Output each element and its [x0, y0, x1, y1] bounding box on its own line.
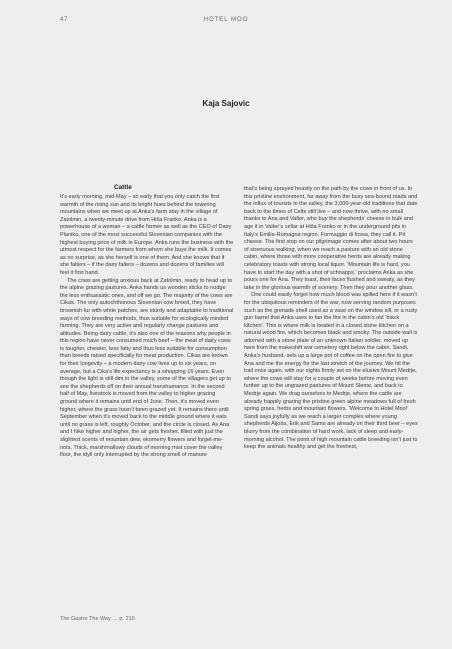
- paragraph: It’s early morning, mid-May – so early that you only catch the first warmth of the rising sun and its bright hues behind the towering mountains when we meet up at Anka’s farm stay in the village of Zatolmin, a twenty-minute drive from Hiša Franko. Anka is a powerhouse of a woman – a cattle farmer as well as the CEO of Dairy Planika, one of the most successful Slovenian companies with the highest buying price of milk in Europe. Anka runs the business with the utmost respect for the farmers from whom she buys the milk. It comes as no surprise, as she herself is one of them. And she knows that if she falters – if the dairy falters – dozens and dozens of families will feel it first hand.: [60, 194, 234, 276]
- paragraph: The cows are getting anxious back at Zatolmin, ready to head up to the alpine grazing pastures. Anka hands us wooden sticks to nudge the less enthusiastic ones, and off we go. The majority of the cows are Cikas. The only autochthonous Slovenian cow breed, they have brownish fur with white patches, are sturdy and adaptable to traditional ways of cow breeding methods, thus suitable for ecologically minded farming. They are very active and regularly change pastures and altitudes. Being dairy cattle, it’s also one of the reasons why people in this region have never consumed much beef – the meat of dairy cows is tougher, chewier, less fatty and thus less suitable for consumption than breeds raised specifically for meat production. Cikas are known for their longevity – a modern dairy cow lives up to six years, on average, but a Cika’s life expectancy is a whopping 16 years. Even though the light is still dim in the valley, some of the villagers get up to see the shepherds off on their annual transhumance. In the second half of May, livestock is moved from the valley to higher grazing ground where it remains until end of June. Then, it’s moved even higher, where the grass hasn’t been grazed yet. It remains there until September when it’s moved back to the middle ground where it eats until no grass is left, roughly October, and the circle is closed. As Ana and I hike higher and higher, the air gets fresher, filled with just the slightest scents of mountain dew, ekomerry flowers and forget-me-nots. Thick, marshmallowy clouds of morning mist cover the valley floor, the idyll only interrupted by the strong smell of manure: [60, 277, 234, 459]
- paragraph: One could easily forget how much blood was spilled here if it wasn’t for the ubiquitous reminders of the war, now serving random purposes such as the grenade shell used as a vase on the window sill, or a rusty gun barrel that Anka uses to fan the fire in the cabin’s old ‘black kitchen’. This is where milk is heated in a closed stone kitchen on a natural wood fire, which becomes black and smoky. The outside wall is adorned with a stone plate of an unknown Italian soldier, moved up here from the makeshift war cemetery right below the cabin. Sandi, Anka’s husband, sets up a large pot of coffee on the open fire to give Ana and me the energy for the last stretch of the journey. We hit the trail once again, with our sights firmly set on the elusive Mount Medrje, where the cows will stay for a couple of weeks before moving even further up to the ungrazed pastures of Mount Sleme, and back to Medrje again. We drag ourselves to Medrje, where the cattle are already happily grazing the pristine green alpine meadows full of fresh spring grass, herbs and mountain flowers. ‘Welcome to Hotel Moo!’ Sandi says joyfully as we reach a larger complex where young shepherds Aljoša, Erik and Samo are already on their third beer – eyes blurry from the combination of hard work, lack of sleep and early-morning alcohol. The point of high mountain cattle breeding isn’t just to keep the animals healthy and get the freshest,: [244, 292, 418, 451]
- footer-note: The Gastro The Way → p. 210: [60, 616, 135, 622]
- page-number: 47: [60, 17, 69, 23]
- magazine-header: HOTEL MOO: [203, 17, 249, 23]
- right-column: [244, 186, 418, 452]
- section-title: Cattle: [114, 184, 132, 191]
- paragraph: that’s being sprayed heavily on the path by the cows in front of us. In this pristine environment, far away from the busy sea-bound roads and the influx of tourists in the valley, the 3,000-year-old traditions that date back to the times of Celts still live – and now thrive, with no small thanks to Ana and Valter, who buy the shepherds’ cheese in bulk and age it in Valter’s cellar at Hiša Franko or in the underground pits in Italy’s Emilia-Romagna region. Formaggio di fossa, they call it. Pit cheese. The first stop on our pilgrimage comes after about two hours of strenuous walking, when we reach a pasture with an old stone cabin, where those with more cooperative herds are already making celebratory toasts with strong local liquor. ‘Mountain life is hard, you have to start the day with a shot of schnapps,’ proclaims Anka as she pours one for Ana. They toast, their faces flushed and sweaty, as they take in the glorious warmth of scenery. Then they pour another glass.: [244, 186, 418, 291]
- left-column: [60, 194, 234, 460]
- author-name: Kaja Sajovic: [202, 99, 250, 108]
